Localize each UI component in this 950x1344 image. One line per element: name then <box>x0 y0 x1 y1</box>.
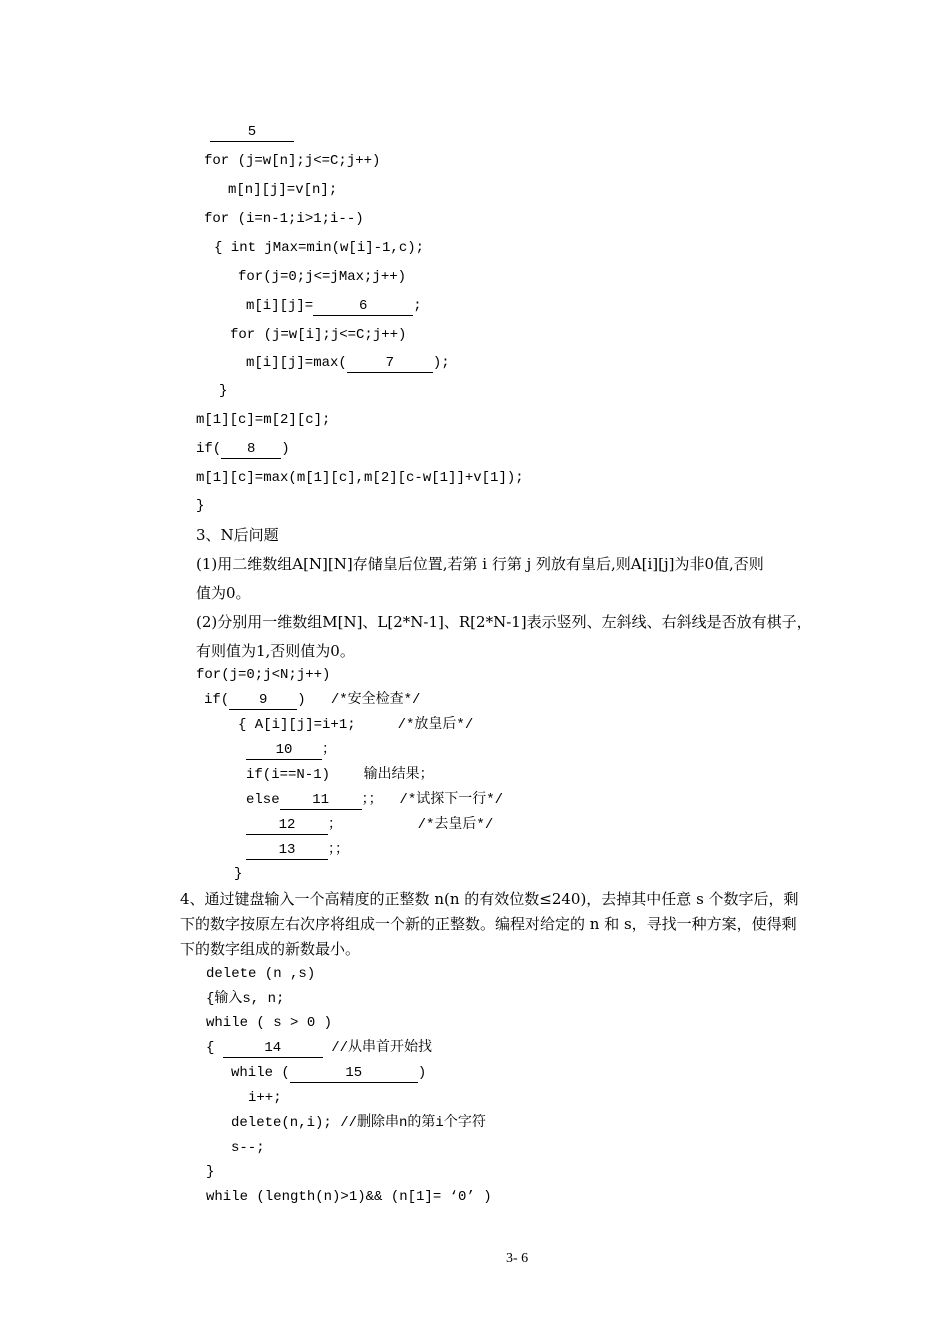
section-heading: 3、N后问题 <box>196 526 279 544</box>
code-text: ；； /*试探下一行*/ <box>361 792 504 808</box>
blank-10: 10 <box>246 741 322 760</box>
code-text: m[i][j]=max( <box>246 355 347 371</box>
code-line <box>246 790 503 810</box>
code-text: { <box>206 1040 223 1056</box>
paragraph-line: 下的数字组成的新数最小。 <box>180 940 361 958</box>
code-line: s--; <box>231 1140 265 1156</box>
paragraph-line: (2)分别用一维数组M[N]、L[2*N-1]、R[2*N-1]表示竖列、左斜线、右斜线是否放有棋子， <box>196 613 812 631</box>
code-line: m[1][c]=max(m[1][c],m[2][c-w[1]]+v[1]); <box>196 470 524 486</box>
code-line <box>206 1038 432 1058</box>
code-line: { int jMax=min(w[i]-1,c); <box>214 240 425 256</box>
code-text: else <box>246 792 280 808</box>
code-line: for (j=w[n];j<=C;j++) <box>204 153 381 169</box>
paragraph-line: 有则值为1,否则值为0。 <box>196 642 355 660</box>
code-line: for (i=n-1;i>1;i--) <box>204 211 364 227</box>
page-number: 3- 6 <box>506 1251 529 1266</box>
blank-8: 8 <box>221 440 281 459</box>
blank-5: 5 <box>210 123 294 142</box>
code-line <box>246 740 336 760</box>
blank-14: 14 <box>223 1039 323 1058</box>
code-text: //从串首开始找 <box>322 1040 433 1056</box>
code-line: {输入s, n; <box>206 991 285 1007</box>
code-text: ; <box>413 298 422 314</box>
blank-13: 13 <box>246 841 328 860</box>
code-line: } <box>219 383 228 399</box>
code-line: } <box>234 866 243 882</box>
code-line <box>210 122 294 142</box>
code-text: ) <box>417 1065 427 1081</box>
code-line: for(j=0;j<=jMax;j++) <box>238 269 407 285</box>
code-line: delete(n,i); //删除串n的第i个字符 <box>231 1115 486 1131</box>
blank-15: 15 <box>290 1064 418 1083</box>
paragraph-line: (1)用二维数组A[N][N]存储皇后位置,若第 i 行第 j 列放有皇后,则A[i][j]为非0值,否则 <box>196 555 764 573</box>
code-line: } <box>206 1164 215 1180</box>
code-line <box>204 690 420 710</box>
code-line: } <box>196 498 205 514</box>
blank-12: 12 <box>246 816 328 835</box>
code-line: m[1][c]=m[2][c]; <box>196 412 331 428</box>
code-line: { A[i][j]=i+1; /*放皇后*/ <box>238 717 474 733</box>
code-line: while ( s > 0 ) <box>206 1015 333 1031</box>
code-text: ；； <box>328 842 349 858</box>
code-line: m[n][j]=v[n]; <box>228 182 338 198</box>
code-line: while (length(n)>1)&& (n[1]= ‘0’ ) <box>206 1189 492 1205</box>
code-text: ) <box>281 441 290 457</box>
code-text: ) /*安全检查*/ <box>297 692 421 708</box>
code-line <box>231 1063 426 1083</box>
paragraph-line: 值为0。 <box>196 584 251 602</box>
code-text: ； <box>322 742 336 758</box>
blank-6: 6 <box>313 297 413 316</box>
blank-11: 11 <box>280 791 362 810</box>
code-text: m[i][j]= <box>246 298 314 314</box>
blank-7: 7 <box>347 354 433 373</box>
paragraph-line: 下的数字按原左右次序将组成一个新的正整数。编程对给定的 n 和 s，寻找一种方案，使得剩 <box>180 915 797 933</box>
code-line <box>246 840 349 860</box>
code-text: if( <box>196 441 222 457</box>
code-line <box>196 439 290 459</box>
paragraph-line: 4、通过键盘输入一个高精度的正整数 n(n 的有效位数≤240)，去掉其中任意 s 个数字后，剩 <box>180 890 799 908</box>
code-line: for(j=0;j<N;j++) <box>196 667 331 683</box>
code-line <box>246 353 450 373</box>
blank-9: 9 <box>229 691 297 710</box>
code-text: if( <box>204 692 230 708</box>
code-line: i++; <box>248 1090 282 1106</box>
code-text: while ( <box>231 1065 290 1081</box>
code-line: delete (n ,s) <box>206 966 316 982</box>
code-line: if(i==N-1) 输出结果； <box>246 767 434 783</box>
code-line <box>246 815 493 835</box>
code-line <box>246 296 422 316</box>
code-text: ); <box>432 355 450 371</box>
code-text: ； /*去皇后*/ <box>328 817 494 833</box>
code-line: for (j=w[i];j<=C;j++) <box>230 327 407 343</box>
